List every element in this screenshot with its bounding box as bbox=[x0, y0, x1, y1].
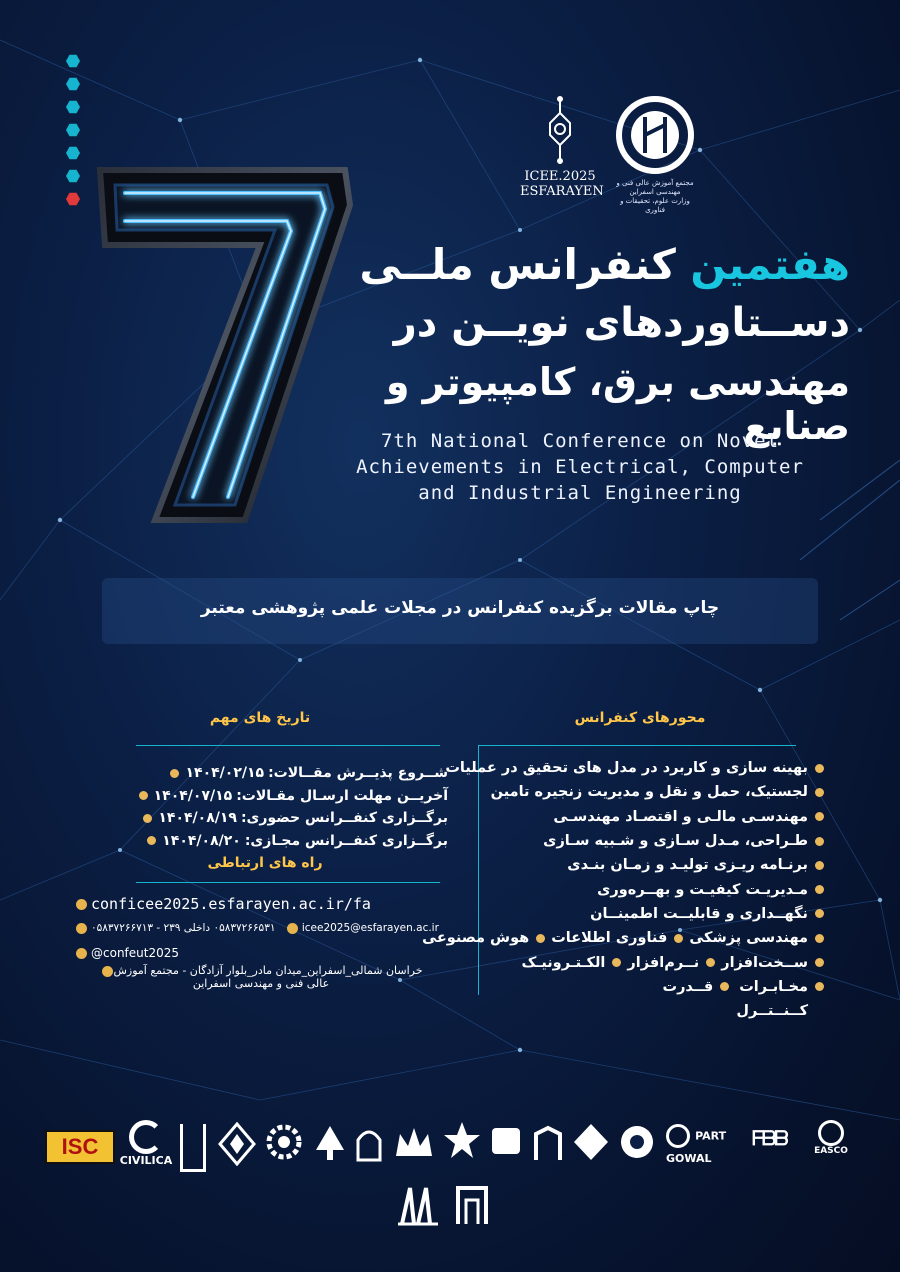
topic-row-multi bbox=[462, 975, 824, 999]
seal-emblem-icon bbox=[488, 1124, 524, 1164]
hexagon-dot bbox=[66, 146, 80, 160]
topic-item: لجستیک، حمل و نقل و مدیریت زنجیره تامین bbox=[462, 780, 824, 804]
topic-item: نــرم‌افزار bbox=[627, 954, 700, 971]
title-fa-line3: مهندسی برق، کامپیوتر و صنایع bbox=[385, 360, 850, 448]
university-logo-9 bbox=[532, 1124, 564, 1172]
title-en bbox=[300, 428, 860, 506]
email-icon bbox=[287, 923, 298, 934]
topic-item: الکـتـرونیـک bbox=[521, 954, 606, 971]
part-gowal-icon bbox=[666, 1124, 690, 1148]
university-logo-1 bbox=[180, 1124, 206, 1172]
institution-logo bbox=[610, 95, 700, 215]
date-label: شــروع پذیــرش مقــالات: bbox=[268, 765, 448, 782]
bullet-icon bbox=[706, 958, 715, 967]
publication-banner bbox=[102, 578, 818, 644]
title-fa-accent: هفتمین bbox=[690, 240, 850, 289]
bullet-icon bbox=[815, 909, 824, 918]
icee-logo-city: ESFARAYEN bbox=[520, 184, 604, 199]
emblem-icon bbox=[616, 1122, 658, 1166]
bullet-icon bbox=[612, 958, 621, 967]
date-label: برگــزاری کنفــرانس حضوری: bbox=[240, 810, 448, 827]
title-fa-line1-rest: کنفرانس ملــی bbox=[359, 240, 676, 289]
dates-heading: تاریخ های مهم bbox=[209, 710, 311, 726]
civilica-logo: CIVILICA bbox=[118, 1120, 174, 1168]
bullet-icon bbox=[815, 837, 824, 846]
topic-row-multi bbox=[422, 926, 824, 950]
hexagon-dots-decoration bbox=[66, 54, 80, 215]
date-row bbox=[76, 830, 448, 853]
topic-item: مهندسی پزشکی bbox=[689, 930, 808, 947]
university-logo-3 bbox=[264, 1122, 304, 1170]
university-logo-10 bbox=[572, 1122, 610, 1170]
date-value: ۱۴۰۴/۰۸/۱۹ bbox=[158, 810, 237, 827]
hexagon-dot bbox=[66, 169, 80, 183]
bullet-icon bbox=[815, 934, 824, 943]
date-row bbox=[76, 807, 448, 830]
university-logo-12 bbox=[396, 1180, 440, 1228]
contact-social[interactable] bbox=[76, 946, 446, 960]
social-handle[interactable]: @confeut2025 bbox=[91, 946, 180, 960]
topic-item: قــدرت bbox=[662, 978, 714, 995]
circuit-icon bbox=[540, 95, 580, 165]
hexagon-dot bbox=[66, 54, 80, 68]
gate-emblem-icon bbox=[454, 1180, 490, 1230]
address-line-1: خراسان شمالی_اسفراین_میدان مادر_بلوار آزادگان - مجتمع آموزش bbox=[113, 964, 423, 977]
bullet-icon bbox=[815, 982, 824, 991]
topic-row-multi bbox=[462, 950, 824, 974]
crown-emblem-icon bbox=[392, 1120, 436, 1164]
contact-rule bbox=[136, 882, 440, 883]
tree-emblem-icon bbox=[312, 1122, 348, 1166]
contact-phone-email bbox=[76, 922, 446, 934]
bullet-icon bbox=[139, 791, 148, 800]
topic-item: ســخت‌افزار bbox=[721, 954, 808, 971]
topic-item: طـراحی، مـدل سـازی و شـبیه سـازی bbox=[462, 829, 824, 853]
institution-caption-1: مجتمع آموزش عالی فنی و مهندسی اسفراین bbox=[616, 179, 694, 196]
bullet-icon bbox=[720, 982, 729, 991]
dates-rule bbox=[136, 745, 440, 746]
diamond-emblem-icon bbox=[218, 1122, 256, 1166]
contact-heading: راه های ارتباطی bbox=[207, 855, 323, 871]
bullet-icon bbox=[536, 934, 545, 943]
bullet-icon bbox=[815, 764, 824, 773]
dates-list bbox=[76, 762, 448, 852]
hexagon-dot bbox=[66, 100, 80, 114]
date-row bbox=[76, 762, 448, 785]
date-label: آخریــن مهلت ارسـال مقـالات: bbox=[236, 787, 448, 804]
date-value: ۱۴۰۴/۰۲/۱۵ bbox=[185, 765, 265, 782]
title-fa-line2: دســتاوردهای نویــن در bbox=[393, 300, 850, 346]
phone-number: ۰۵۸۳۷۲۶۶۵۳۱ داخلی ۲۳۹ - ۰۵۸۳۷۲۶۶۷۱۳ bbox=[91, 922, 276, 934]
topic-item: کــنــتــرل bbox=[736, 1003, 808, 1020]
university-logo-2 bbox=[218, 1122, 256, 1170]
title-en-line1: 7th National Conference on Novel bbox=[380, 430, 780, 452]
topic-item: مـدیریـت کیفیـت و بهــره‌وری bbox=[462, 877, 824, 901]
icee-logo bbox=[520, 95, 604, 199]
tower-emblem-icon bbox=[396, 1180, 440, 1230]
hexagon-dot-red bbox=[66, 192, 80, 206]
bullet-icon bbox=[815, 958, 824, 967]
date-row bbox=[76, 785, 448, 808]
bullet-icon bbox=[815, 812, 824, 821]
email-address[interactable]: icee2025@esfarayen.ac.ir bbox=[301, 922, 439, 934]
icee-logo-name: ICEE.2025 bbox=[524, 169, 596, 184]
pattern-emblem-icon bbox=[572, 1122, 610, 1166]
star-emblem-icon bbox=[442, 1120, 482, 1164]
bullet-icon bbox=[674, 934, 683, 943]
location-pin-icon bbox=[102, 966, 113, 977]
title-en-line2: Achievements in Electrical, Computer bbox=[356, 456, 804, 478]
title-en-line3: and Industrial Engineering bbox=[418, 482, 742, 504]
topic-item: نگهــداری و قابلیــت اطمینــان bbox=[462, 902, 824, 926]
instagram-icon bbox=[76, 948, 87, 959]
university-logo-7 bbox=[442, 1120, 482, 1168]
part-gowal-logo: PART GOWAL bbox=[666, 1124, 746, 1172]
bullet-icon bbox=[170, 769, 179, 778]
globe-icon bbox=[76, 899, 87, 910]
topic-item: هوش مصنوعی bbox=[422, 930, 530, 947]
contact-website[interactable] bbox=[76, 895, 446, 913]
university-logo-6 bbox=[392, 1120, 436, 1168]
title-fa-line1 bbox=[290, 240, 850, 289]
hexagon-dot bbox=[66, 77, 80, 91]
gear-emblem-icon bbox=[264, 1122, 304, 1166]
institution-caption-2: وزارت علوم، تحقیقات و فناوری bbox=[620, 197, 690, 214]
topic-item: بهینه سازی و کاربرد در مدل های تحقیق در عملیات bbox=[462, 756, 824, 780]
topic-item: فناوری اطلاعات bbox=[551, 930, 668, 947]
dome-emblem-icon bbox=[354, 1122, 384, 1166]
hexagon-dot bbox=[66, 123, 80, 137]
bullet-icon bbox=[147, 836, 156, 845]
university-logo-4 bbox=[312, 1122, 348, 1170]
website-link[interactable]: conficee2025.esfarayen.ac.ir/fa bbox=[91, 895, 371, 913]
phone-icon bbox=[76, 923, 87, 934]
university-logo-13 bbox=[454, 1180, 490, 1228]
topics-rule bbox=[478, 745, 796, 746]
isc-logo: ISC bbox=[45, 1130, 115, 1164]
topics-list bbox=[422, 756, 824, 1023]
date-label: برگــزاری کنفــرانس مجـازی: bbox=[244, 832, 448, 849]
date-value: ۱۴۰۴/۰۷/۱۵ bbox=[153, 787, 233, 804]
topic-item: مهندسـی مالـی و اقتصـاد مهندسـی bbox=[462, 805, 824, 829]
bullet-icon bbox=[143, 814, 152, 823]
building-emblem-icon bbox=[532, 1124, 564, 1164]
publication-banner-text: چاپ مقالات برگزیده کنفرانس در مجلات علمی پژوهشی معتبر bbox=[200, 598, 720, 618]
easco-logo: EASCO bbox=[806, 1120, 856, 1168]
topic-item: برنـامه ریـزی تولیـد و زمـان بنـدی bbox=[462, 853, 824, 877]
date-value: ۱۴۰۴/۰۸/۲۰ bbox=[162, 832, 241, 849]
bullet-icon bbox=[815, 885, 824, 894]
topics-heading: محورهای کنفرانس bbox=[574, 710, 706, 726]
bullet-icon bbox=[815, 861, 824, 870]
civilica-c-icon bbox=[129, 1120, 163, 1154]
fbb-logo: ᖴᗷᗷ bbox=[752, 1128, 787, 1150]
easco-icon bbox=[818, 1120, 844, 1146]
contact-address bbox=[76, 964, 446, 990]
university-logo-11 bbox=[616, 1122, 658, 1170]
bullet-icon bbox=[815, 788, 824, 797]
university-logo-8 bbox=[488, 1124, 524, 1172]
address-line-2: عالی فنی و مهندسی اسفراین bbox=[192, 977, 330, 990]
university-logo-5 bbox=[354, 1122, 384, 1170]
topic-item: مخـابـرات bbox=[739, 978, 808, 995]
institution-emblem-icon bbox=[615, 95, 695, 175]
